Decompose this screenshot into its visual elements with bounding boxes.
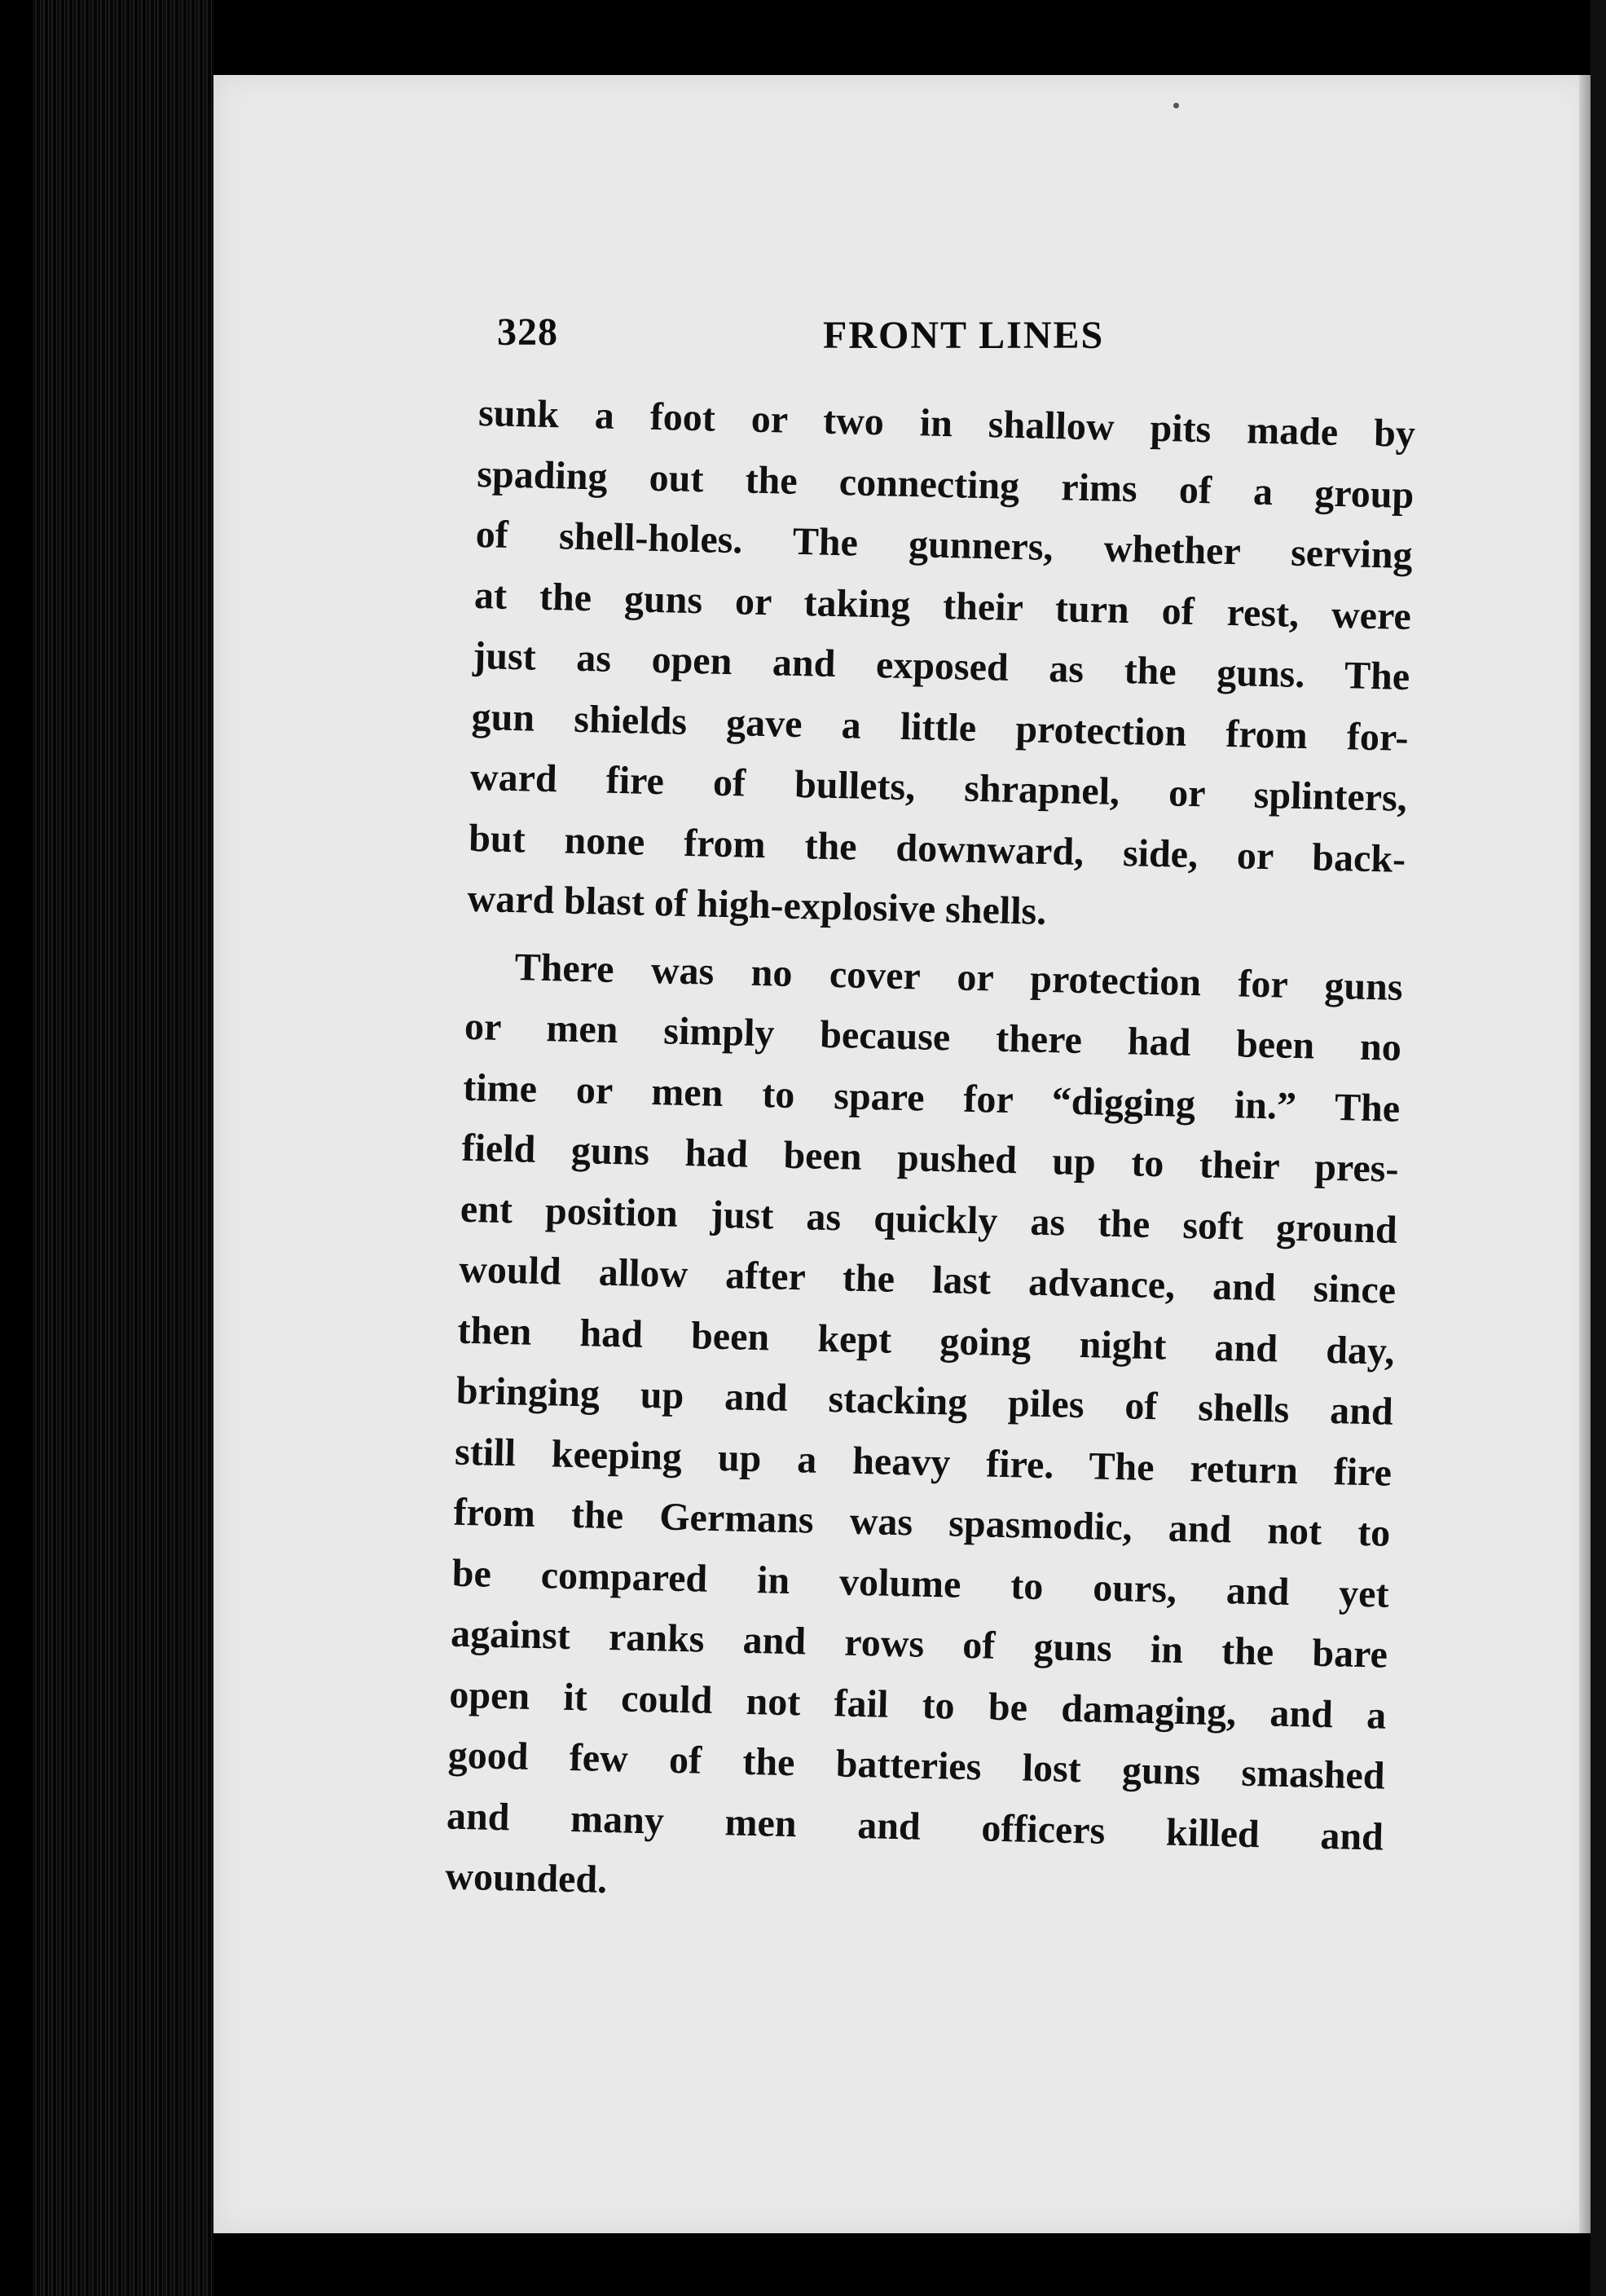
- text-line: spading out the connecting rims of a group: [476, 452, 1415, 517]
- text-line: would allow after the last advance, and since: [458, 1247, 1397, 1312]
- text-line: sunk a foot or two in shallow pits made by: [477, 390, 1416, 456]
- text-line: but none from the downward, side, or back-: [468, 816, 1406, 881]
- text-line: from the Germans was spasmodic, and not to: [452, 1490, 1391, 1555]
- text-line: time or men to spare for “digging in.” The: [462, 1065, 1401, 1130]
- text-line: gun shields gave a little protection from for-: [471, 694, 1410, 760]
- body-text: [445, 383, 1416, 1928]
- text-line: be compared in volume to ours, and yet: [451, 1551, 1390, 1616]
- text-line: still keeping up a heavy fire. The return fire: [454, 1430, 1393, 1495]
- running-title: FRONT LINES: [823, 314, 1105, 357]
- paragraph: [467, 383, 1416, 950]
- text-line: There was no cover or protection for guns: [514, 945, 1404, 1009]
- film-right-margin: [1591, 0, 1606, 2296]
- paragraph: [445, 936, 1404, 1928]
- film-left-edge: [0, 0, 33, 2296]
- running-head: [497, 310, 1434, 367]
- page-number: 328: [497, 311, 558, 354]
- text-line: good few of the batteries lost guns smashed: [447, 1733, 1386, 1798]
- text-line: field guns had been pushed up to their pres-: [461, 1126, 1400, 1191]
- text-line: ward fire of bullets, shrapnel, or splinters,: [469, 755, 1408, 820]
- text-line: at the guns or taking their turn of rest, were: [473, 573, 1412, 638]
- text-line: or men simply because there had been no: [464, 1004, 1402, 1069]
- text-line: of shell-holes. The gunners, whether serving: [475, 512, 1414, 578]
- text-line: open it could not fail to be damaging, and a: [448, 1672, 1387, 1738]
- dust-speck: [1173, 103, 1179, 108]
- text-line: wounded.: [444, 1854, 608, 1902]
- text-line: bringing up and stacking piles of shells and: [455, 1368, 1394, 1434]
- text-line: ent position just as quickly as the soft ground: [460, 1187, 1398, 1252]
- text-line: just as open and exposed as the guns. The: [472, 633, 1410, 698]
- text-line: then had been kept going night and day,: [457, 1308, 1395, 1373]
- text-line: ward blast of high-explosive shells.: [467, 876, 1047, 933]
- page-edge-shadow: [1579, 75, 1591, 2233]
- text-line: and many men and officers killed and: [446, 1794, 1384, 1859]
- text-line: against ranks and rows of guns in the bare: [450, 1611, 1388, 1677]
